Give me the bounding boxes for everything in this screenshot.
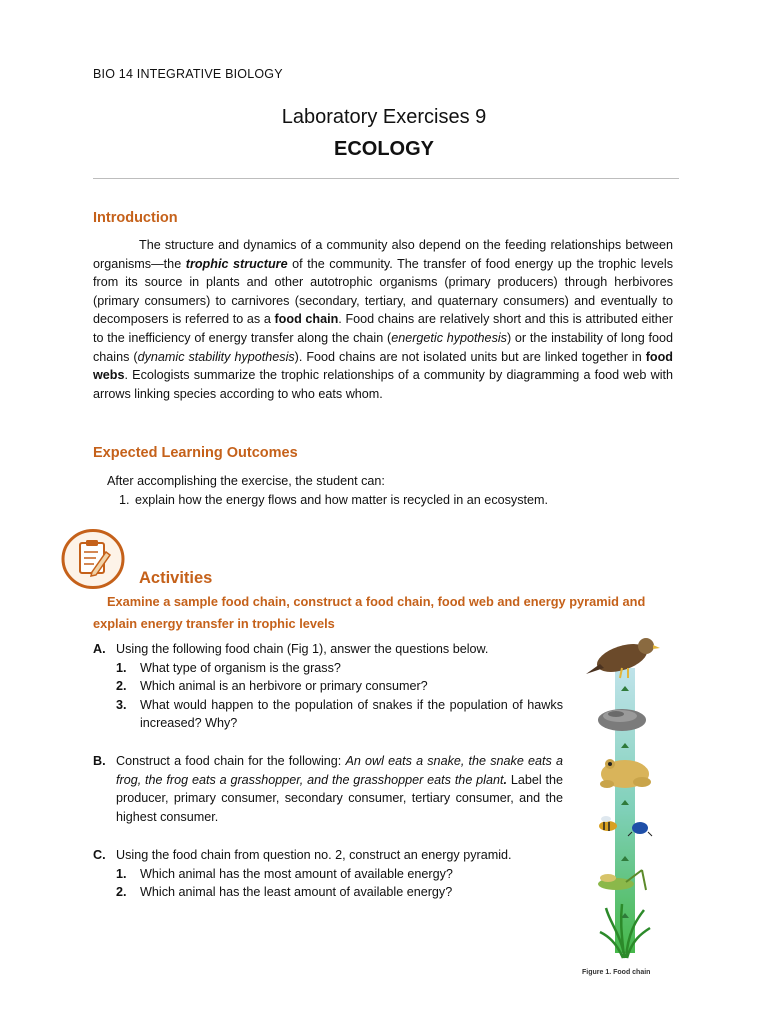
question-a-item-text: What would happen to the population of snakes if the population of hawks increased? Why? (140, 697, 563, 731)
outcome-number: 1. (119, 492, 130, 507)
question-a-label: A. (93, 642, 106, 656)
activities-subtitle: Examine a sample food chain, construct a food chain, food web and energy pyramid and explain energy transfer in trophic levels (93, 594, 646, 631)
bee-icon (599, 816, 617, 831)
text-run: An owl eats a snake, the snake eats a frog, the frog eats a grasshopper, and the grasshopper eats the plant (116, 754, 563, 787)
question-a-item (116, 659, 563, 678)
question-c-item-number: 2. (116, 885, 127, 900)
page-title: Laboratory Exercises 9 (281, 106, 487, 128)
question-c-item-number: 1. (116, 866, 127, 881)
frog-icon (600, 759, 651, 788)
question-c-text: Using the food chain from question no. 2, construct an energy pyramid. (116, 848, 512, 862)
outcome-text: explain how the energy flows and how matter is recycled in an ecosystem. (135, 492, 548, 507)
page-subtitle: ECOLOGY (333, 138, 434, 160)
outcome-item (119, 491, 667, 510)
text-run: dynamic stability hypothesis (137, 349, 295, 364)
text-run: Label the producer, primary consumer, secondary consumer, tertiary consumer, and the highest consumer. (116, 772, 563, 824)
question-a-item-number: 1. (116, 660, 127, 675)
text-run: . Ecologists summarize the trophic relationships of a community by diagramming a food web with arrows linking species according to who eats whom. (93, 368, 673, 401)
activities-heading: Activities (139, 569, 213, 587)
question-a-item-number: 2. (116, 679, 127, 694)
question-a (93, 640, 563, 733)
question-a-item-text: What type of organism is the grass? (140, 660, 341, 675)
figure-caption: Figure 1. Food chain (582, 969, 651, 976)
question-c (93, 846, 563, 902)
text-run: energetic hypothesis (391, 330, 507, 345)
text-run: . (503, 772, 507, 787)
introduction-text (93, 236, 673, 403)
title-divider (93, 178, 679, 179)
text-run: ) or the instability of long food chains ( (93, 330, 674, 364)
question-a-item-number: 3. (116, 697, 127, 712)
question-c-item-text: Which animal has the least amount of available energy? (140, 885, 453, 900)
text-run: . Food chains are relatively short and this is attributed either to the inefficiency of energy transfer along the chain ( (93, 312, 673, 345)
question-b-label: B. (93, 754, 106, 768)
text-run: ). Food chains are not isolated units but are linked together in (294, 349, 646, 364)
text-run: food chain (274, 312, 339, 327)
question-b-text (116, 752, 563, 826)
question-c-item (116, 883, 563, 902)
question-c-label: C. (93, 848, 106, 862)
outcomes-heading: Expected Learning Outcomes (93, 445, 298, 461)
text-run: Construct a food chain for the following: (116, 754, 346, 768)
outcomes-lead: After accomplishing the exercise, the student can: (107, 474, 385, 488)
course-name: BIO 14 INTEGRATIVE BIOLOGY (93, 67, 283, 81)
text-run: of the community. The transfer of food energy up the trophic levels from its source in plants and other autotrophic organisms (primary producers) through herbivores (primary consumers) to carnivores (secondary, tertiary, and quaternary consumers) and eventually to decomposers is referred to as a (93, 256, 673, 327)
clipboard-pencil-icon (60, 528, 126, 590)
text-run: trophic structure (185, 256, 288, 271)
text-run: The structure and dynamics of a community also depend on the feeding relationships between organisms—the (93, 238, 673, 271)
question-a-item (116, 677, 563, 696)
question-a-item (116, 696, 563, 733)
text-run: food webs (93, 349, 673, 383)
outcomes-block (107, 472, 667, 509)
question-a-item-text: Which animal is an herbivore or primary consumer? (140, 679, 428, 694)
food-chain-figure (570, 628, 690, 963)
question-c-item (116, 865, 563, 884)
question-c-item-text: Which animal has the most amount of available energy? (140, 866, 453, 881)
introduction-paragraph (93, 236, 673, 403)
question-a-text: Using the following food chain (Fig 1), answer the questions below. (116, 642, 489, 656)
question-b (93, 752, 563, 826)
snake-icon (598, 709, 646, 731)
introduction-heading: Introduction (93, 210, 178, 226)
